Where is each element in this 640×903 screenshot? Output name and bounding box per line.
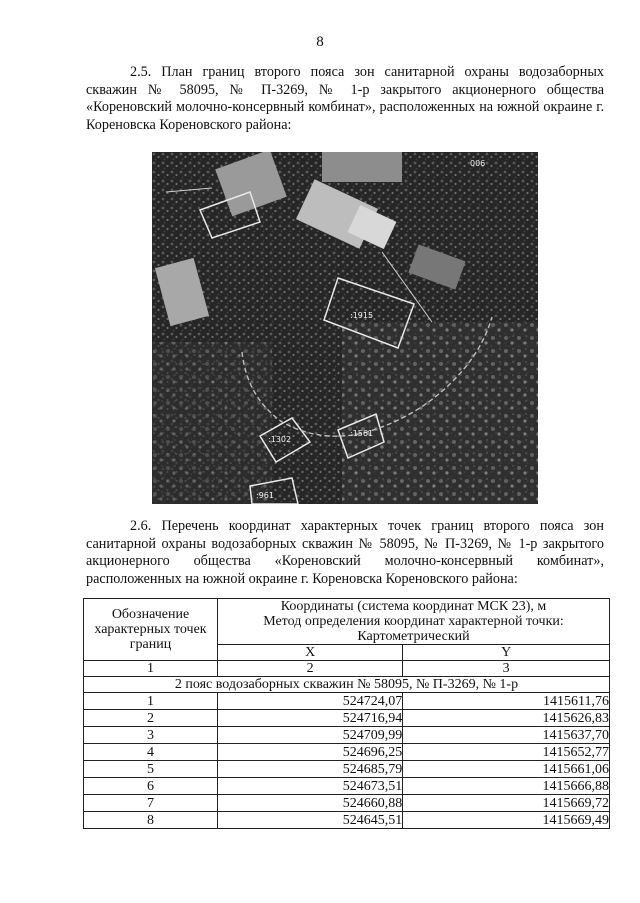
coordinates-table	[83, 598, 610, 829]
cell-x: 524696,25	[218, 744, 403, 761]
table-row	[84, 727, 610, 744]
cell-y: 1415611,76	[403, 693, 610, 710]
cell-x: 524724,07	[218, 693, 403, 710]
cell-y: 1415661,06	[403, 761, 610, 778]
paragraph-plan-heading: 2.5. План границ второго пояса зон санитарной охраны водозаборных скважин № 58095, № П-3269, № 1-р закрытого акционерного общества «Кореновский молочно-консервный комбинат», расположенных на южной окраине г. Кореновска Кореновского района:	[86, 64, 604, 133]
map-label: :961	[256, 491, 274, 500]
header-coords-line-1: Координаты (система координат МСК 23), м	[280, 599, 547, 614]
table-header-row	[84, 599, 610, 645]
header-col-x: X	[218, 645, 403, 661]
table-row	[84, 744, 610, 761]
header-coordinates	[218, 599, 610, 645]
aerial-map-svg	[152, 152, 538, 504]
header-coords-line-3: Картометрический	[357, 629, 470, 644]
header-point-designation: Обозначение характерных точек границ	[84, 599, 218, 661]
cell-point: 8	[84, 812, 218, 829]
cell-x: 524645,51	[218, 812, 403, 829]
map-label: :1302	[268, 435, 292, 444]
table-column-numbers-row	[84, 661, 610, 677]
table-row	[84, 693, 610, 710]
cell-point: 3	[84, 727, 218, 744]
table-row	[84, 812, 610, 829]
cell-y: 1415666,88	[403, 778, 610, 795]
column-number: 1	[84, 661, 218, 677]
cell-point: 7	[84, 795, 218, 812]
section-title: 2 пояс водозаборных скважин № 58095, № П-3269, № 1-р	[84, 677, 610, 693]
table-section-row	[84, 677, 610, 693]
cell-x: 524709,99	[218, 727, 403, 744]
header-coords-line-2: Метод определения координат характерной точки:	[263, 614, 564, 629]
cell-y: 1415637,70	[403, 727, 610, 744]
cell-x: 524660,88	[218, 795, 403, 812]
table-row	[84, 761, 610, 778]
paragraph-coordinates-heading: 2.6. Перечень координат характерных точек границ второго пояса зон санитарной охраны водозаборных скважин № 58095, № П-3269, № 1-р закрытого акционерного общества «Кореновский молочно-консервный комбинат», расположенных на южной окраине г. Кореновска Кореновского района:	[86, 518, 604, 587]
map-label: :1915	[350, 311, 374, 320]
cell-x: 524685,79	[218, 761, 403, 778]
aerial-map-image	[152, 152, 538, 504]
column-number: 2	[218, 661, 403, 677]
cell-y: 1415669,49	[403, 812, 610, 829]
cell-point: 2	[84, 710, 218, 727]
cell-y: 1415652,77	[403, 744, 610, 761]
map-label: 006	[470, 159, 486, 168]
cell-x: 524716,94	[218, 710, 403, 727]
cell-y: 1415669,72	[403, 795, 610, 812]
table-row	[84, 710, 610, 727]
cell-x: 524673,51	[218, 778, 403, 795]
table-row	[84, 795, 610, 812]
cell-point: 5	[84, 761, 218, 778]
cell-point: 1	[84, 693, 218, 710]
cell-point: 6	[84, 778, 218, 795]
cell-point: 4	[84, 744, 218, 761]
header-col-y: Y	[403, 645, 610, 661]
map-label: :1561	[350, 429, 374, 438]
table-row	[84, 778, 610, 795]
cell-y: 1415626,83	[403, 710, 610, 727]
column-number: 3	[403, 661, 610, 677]
page-number: 8	[316, 34, 324, 50]
